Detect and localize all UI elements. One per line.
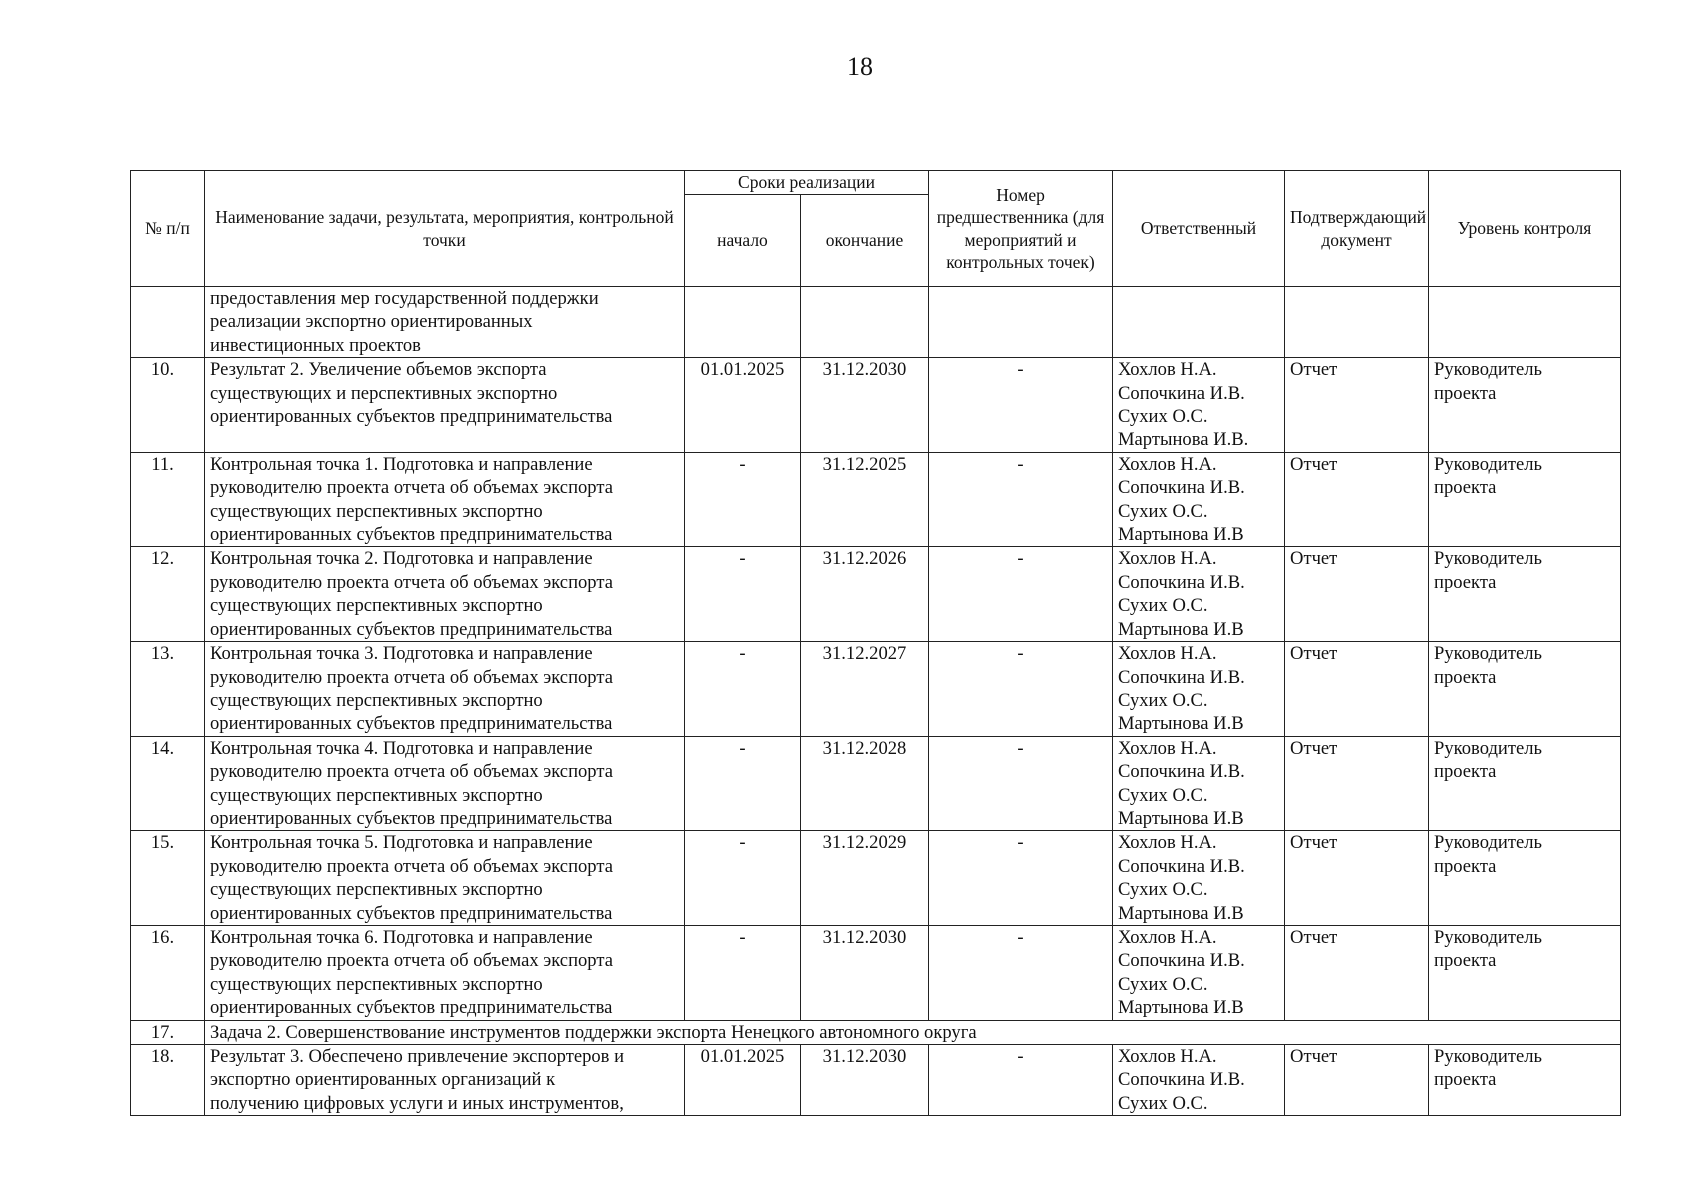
cell-num: 18.: [131, 1045, 205, 1116]
cell-responsible: Хохлов Н.А. Сопочкина И.В. Сухих О.С.: [1113, 1045, 1285, 1116]
project-plan-table: [130, 170, 1621, 1116]
cell-responsible: Хохлов Н.А. Сопочкина И.В. Сухих О.С. Мартынова И.В: [1113, 642, 1285, 737]
cell-responsible: [1113, 287, 1285, 358]
cell-num: 17.: [131, 1020, 205, 1044]
cell-control: Руководитель проекта: [1429, 1045, 1621, 1116]
cell-control: Руководитель проекта: [1429, 831, 1621, 926]
header-name: Наименование задачи, результата, мероприятия, контрольной точки: [205, 171, 685, 287]
cell-predecessor: [929, 287, 1113, 358]
table-row: [131, 736, 1621, 831]
cell-document: Отчет: [1285, 452, 1429, 547]
cell-document: Отчет: [1285, 358, 1429, 453]
cell-num: 10.: [131, 358, 205, 453]
cell-control: Руководитель проекта: [1429, 925, 1621, 1020]
header-row-1: [131, 171, 1621, 195]
header-dates: Сроки реализации: [685, 171, 929, 195]
cell-start: 01.01.2025: [685, 358, 801, 453]
cell-end: 31.12.2029: [801, 831, 929, 926]
header-document: Подтверждающий документ: [1285, 171, 1429, 287]
header-responsible: Ответственный: [1113, 171, 1285, 287]
table-row-continuation: [131, 287, 1621, 358]
cell-predecessor: -: [929, 358, 1113, 453]
cell-predecessor: -: [929, 642, 1113, 737]
cell-task: Задача 2. Совершенствование инструментов поддержки экспорта Ненецкого автономного округа: [205, 1020, 1621, 1044]
cell-name: Контрольная точка 5. Подготовка и направление руководителю проекта отчета об объемах экспорта существующих перспективных экспортно ориентированных субъектов предпринимательства: [205, 831, 685, 926]
cell-num: 16.: [131, 925, 205, 1020]
table-row: [131, 1045, 1621, 1116]
cell-end: 31.12.2030: [801, 1045, 929, 1116]
cell-end: 31.12.2025: [801, 452, 929, 547]
table-row-task: [131, 1020, 1621, 1044]
cell-document: Отчет: [1285, 831, 1429, 926]
table-row: [131, 831, 1621, 926]
cell-end: 31.12.2030: [801, 925, 929, 1020]
cell-predecessor: -: [929, 831, 1113, 926]
cell-predecessor: -: [929, 736, 1113, 831]
cell-name: Контрольная точка 6. Подготовка и направление руководителю проекта отчета об объемах экспорта существующих перспективных экспортно ориентированных субъектов предпринимательства: [205, 925, 685, 1020]
cell-end: [801, 287, 929, 358]
cell-name: Результат 3. Обеспечено привлечение экспортеров и экспортно ориентированных организаций к получению цифровых услуги и иных инструментов,: [205, 1045, 685, 1116]
cell-control: Руководитель проекта: [1429, 642, 1621, 737]
cell-predecessor: -: [929, 547, 1113, 642]
cell-document: Отчет: [1285, 1045, 1429, 1116]
cell-start: -: [685, 642, 801, 737]
cell-document: Отчет: [1285, 547, 1429, 642]
cell-num: 11.: [131, 452, 205, 547]
cell-document: [1285, 287, 1429, 358]
cell-control: Руководитель проекта: [1429, 547, 1621, 642]
cell-document: Отчет: [1285, 642, 1429, 737]
table-row: [131, 547, 1621, 642]
cell-document: Отчет: [1285, 925, 1429, 1020]
cell-predecessor: -: [929, 925, 1113, 1020]
cell-name: Контрольная точка 1. Подготовка и направление руководителю проекта отчета об объемах экспорта существующих перспективных экспортно ориентированных субъектов предпринимательства: [205, 452, 685, 547]
cell-start: -: [685, 452, 801, 547]
header-end: окончание: [801, 195, 929, 287]
cell-predecessor: -: [929, 1045, 1113, 1116]
cell-responsible: Хохлов Н.А. Сопочкина И.В. Сухих О.С. Мартынова И.В: [1113, 452, 1285, 547]
cell-responsible: Хохлов Н.А. Сопочкина И.В. Сухих О.С. Мартынова И.В.: [1113, 358, 1285, 453]
cell-num: [131, 287, 205, 358]
header-num: № п/п: [131, 171, 205, 287]
cell-name: Контрольная точка 3. Подготовка и направление руководителю проекта отчета об объемах экспорта существующих перспективных экспортно ориентированных субъектов предпринимательства: [205, 642, 685, 737]
cell-control: Руководитель проекта: [1429, 358, 1621, 453]
cell-document: Отчет: [1285, 736, 1429, 831]
header-predecessor: Номер предшественника (для мероприятий и контрольных точек): [929, 171, 1113, 287]
cell-end: 31.12.2028: [801, 736, 929, 831]
cell-start: -: [685, 831, 801, 926]
header-start: начало: [685, 195, 801, 287]
cell-num: 15.: [131, 831, 205, 926]
cell-start: -: [685, 925, 801, 1020]
table-row: [131, 642, 1621, 737]
table-row: [131, 925, 1621, 1020]
cell-name: Контрольная точка 4. Подготовка и направление руководителю проекта отчета об объемах экспорта существующих перспективных экспортно ориентированных субъектов предпринимательства: [205, 736, 685, 831]
cell-end: 31.12.2026: [801, 547, 929, 642]
cell-start: -: [685, 547, 801, 642]
cell-num: 14.: [131, 736, 205, 831]
cell-name: Контрольная точка 2. Подготовка и направление руководителю проекта отчета об объемах экспорта существующих перспективных экспортно ориентированных субъектов предпринимательства: [205, 547, 685, 642]
cell-num: 12.: [131, 547, 205, 642]
cell-responsible: Хохлов Н.А. Сопочкина И.В. Сухих О.С. Мартынова И.В: [1113, 925, 1285, 1020]
cell-num: 13.: [131, 642, 205, 737]
cell-start: [685, 287, 801, 358]
cell-start: 01.01.2025: [685, 1045, 801, 1116]
cell-predecessor: -: [929, 452, 1113, 547]
cell-responsible: Хохлов Н.А. Сопочкина И.В. Сухих О.С. Мартынова И.В: [1113, 547, 1285, 642]
header-control: Уровень контроля: [1429, 171, 1621, 287]
cell-end: 31.12.2030: [801, 358, 929, 453]
table-row: [131, 452, 1621, 547]
cell-responsible: Хохлов Н.А. Сопочкина И.В. Сухих О.С. Мартынова И.В: [1113, 736, 1285, 831]
cell-start: -: [685, 736, 801, 831]
cell-control: Руководитель проекта: [1429, 452, 1621, 547]
cell-name: Результат 2. Увеличение объемов экспорта существующих и перспективных экспортно ориентированных субъектов предпринимательства: [205, 358, 685, 453]
cell-responsible: Хохлов Н.А. Сопочкина И.В. Сухих О.С. Мартынова И.В: [1113, 831, 1285, 926]
table-row: [131, 358, 1621, 453]
page-number: 18: [847, 52, 873, 81]
cell-control: [1429, 287, 1621, 358]
cell-control: Руководитель проекта: [1429, 736, 1621, 831]
cell-name: предоставления мер государственной поддержки реализации экспортно ориентированных инвестиционных проектов: [205, 287, 685, 358]
cell-end: 31.12.2027: [801, 642, 929, 737]
